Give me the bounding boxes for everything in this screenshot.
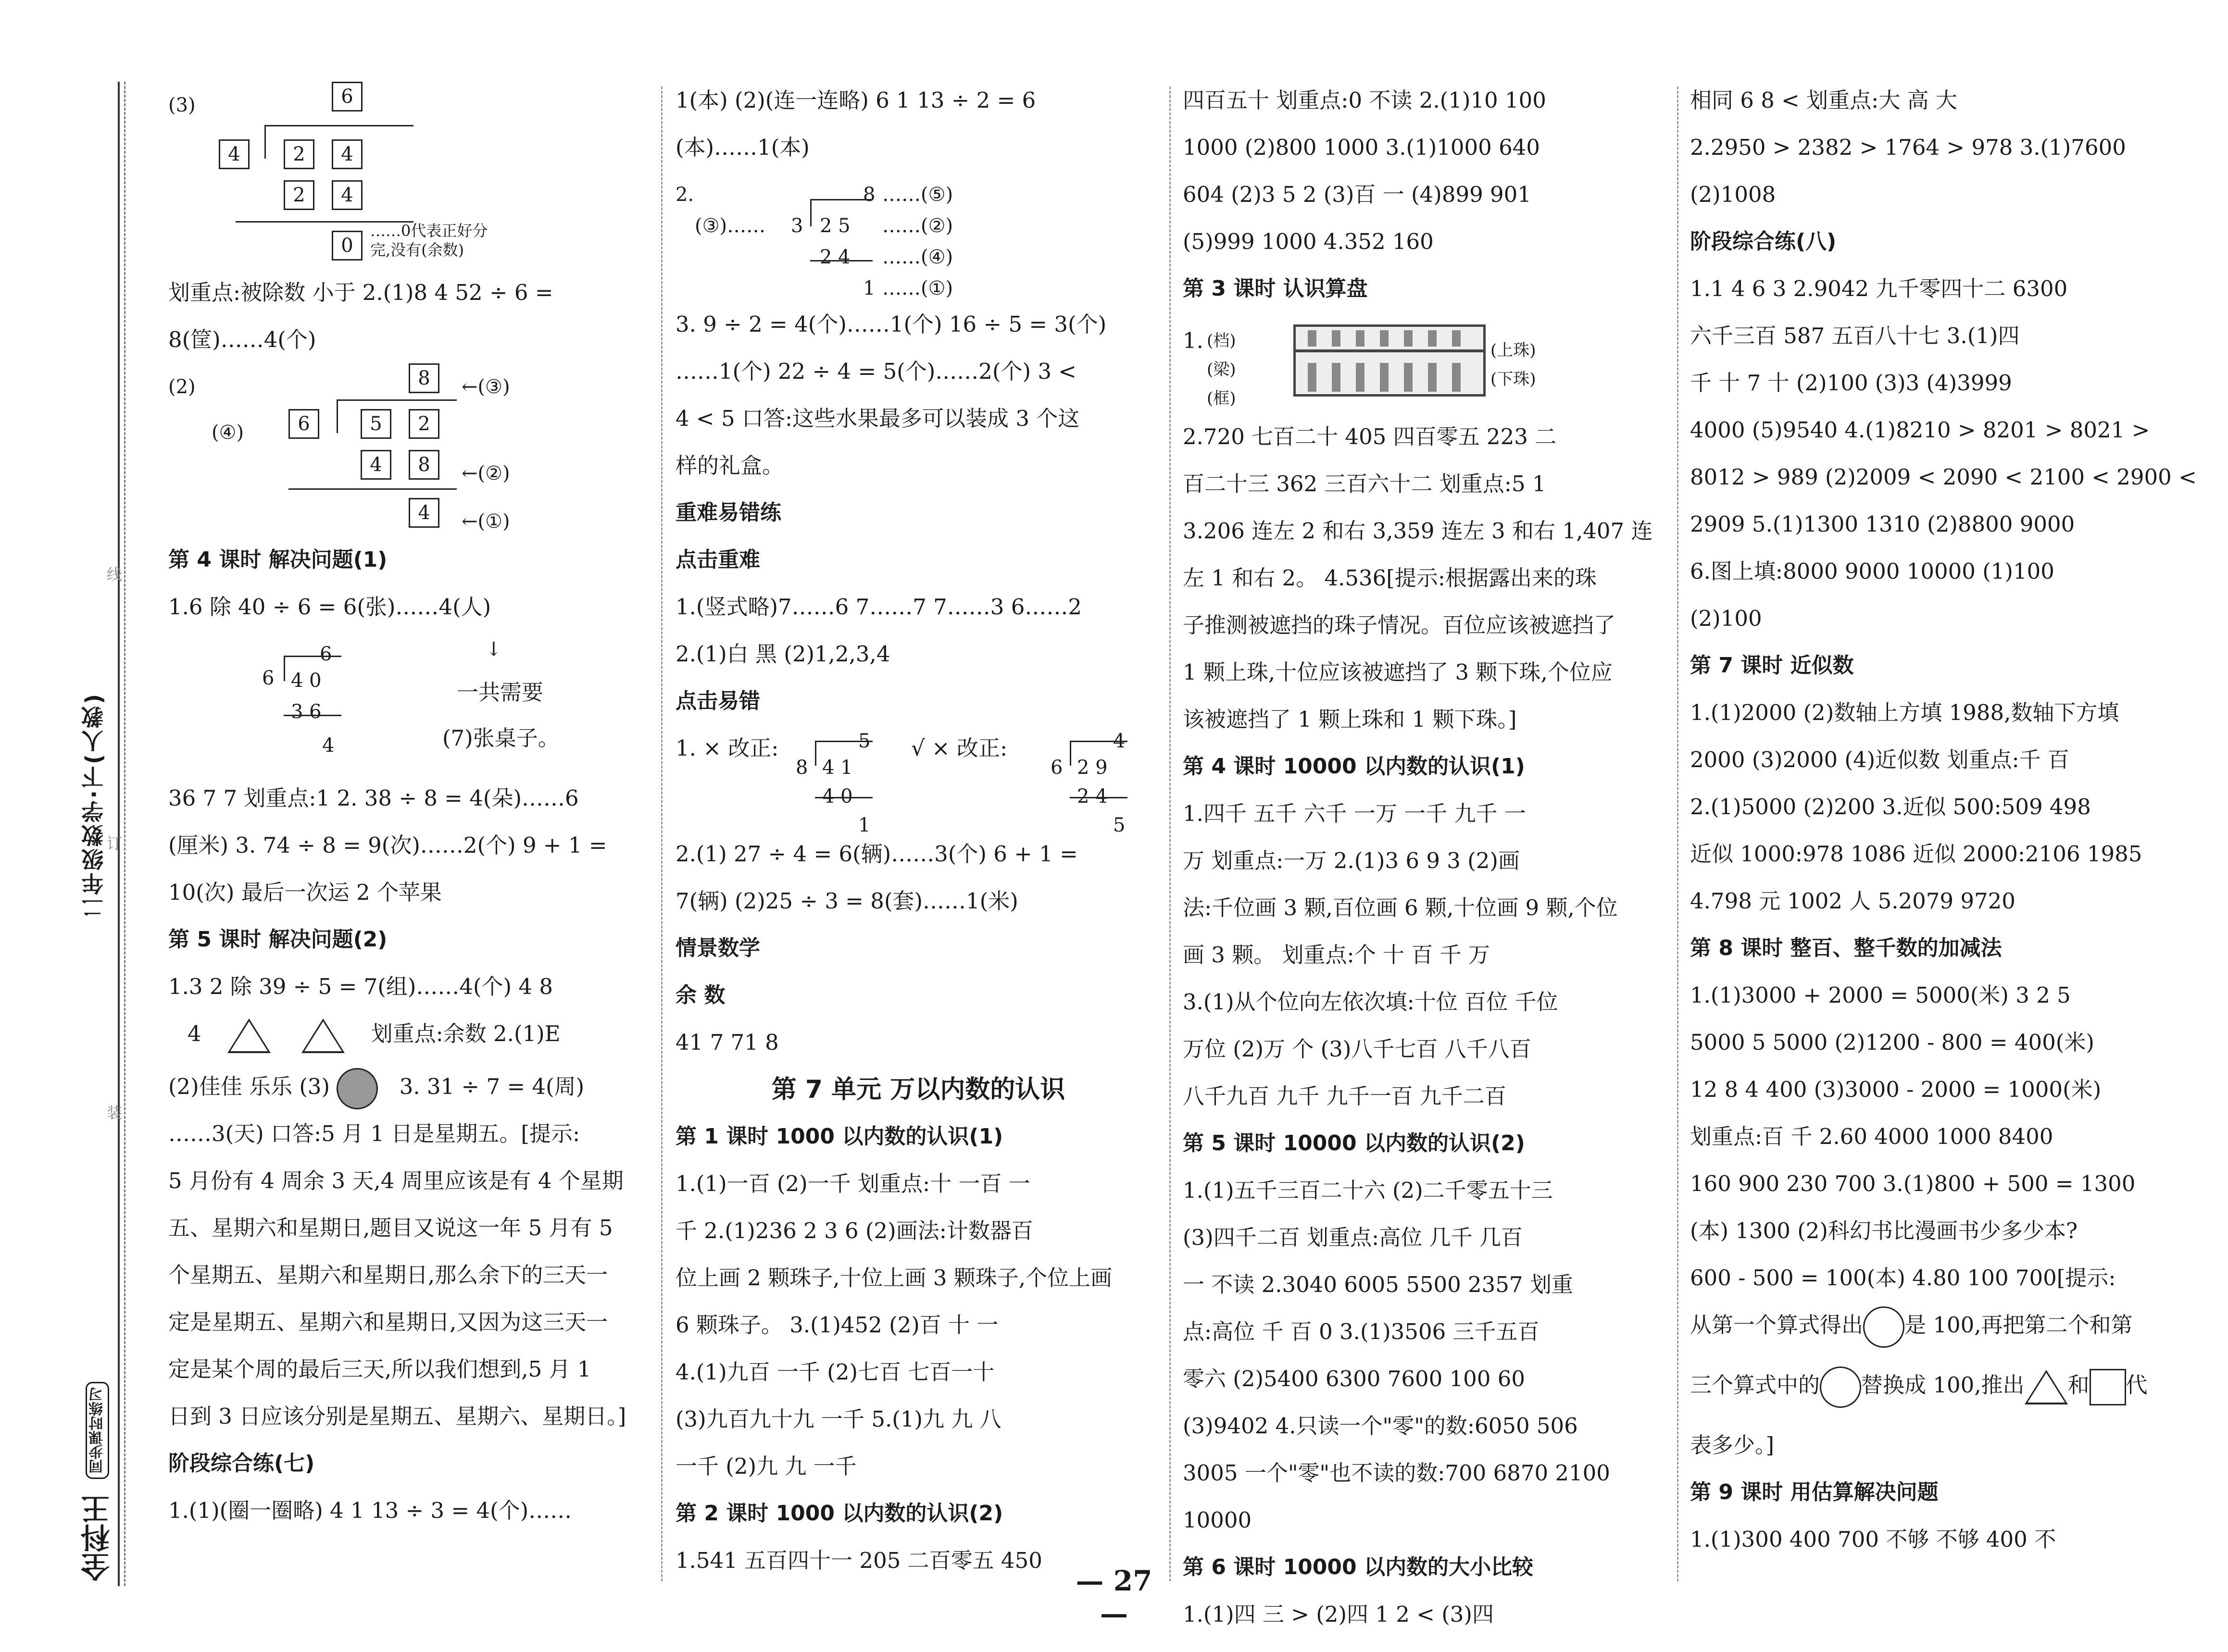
- answer-line: 600 - 500 = 100(本) 4.80 100 700[提示:: [1690, 1265, 2116, 1291]
- brand-logo: [76, 1379, 119, 1581]
- remainder: 1: [858, 814, 871, 836]
- answer-line: 法:千位画 3 颗,百位画 6 颗,十位画 9 颗,个位: [1183, 895, 1618, 920]
- dividend: 2 9: [1077, 757, 1108, 779]
- answer-line: 1 颗上珠,十位应该被遮挡了 3 颗下珠,个位应: [1183, 659, 1613, 685]
- answer-line: 41 7 71 8: [676, 1030, 779, 1055]
- square-icon: [2090, 1369, 2126, 1405]
- lesson-heading: 第 9 课时 用估算解决问题: [1690, 1480, 1939, 1504]
- answer-line: 2000 (3)2000 (4)近似数 划重点:千 百: [1690, 747, 2069, 772]
- answer-line: 定是星期五、星期六和星期日,又因为这三天一: [168, 1309, 608, 1335]
- down-arrow-icon: ↓: [486, 638, 502, 660]
- answer-line: 万位 (2)万 个 (3)八千七百 八千八百: [1183, 1036, 1531, 1062]
- section-heading: 点击重难: [676, 547, 760, 572]
- quotient: 8: [863, 184, 876, 206]
- lesson-heading: 第 2 课时 1000 以内数的认识(2): [676, 1501, 1003, 1526]
- answer-line: 2909 5.(1)1300 1310 (2)8800 9000: [1690, 511, 2075, 537]
- text: 划重点:余数 2.(1)E: [371, 1021, 561, 1046]
- section-heading: 余 数: [676, 983, 726, 1007]
- circle-icon: [1863, 1306, 1904, 1348]
- dividend: 4 0: [291, 670, 322, 692]
- answer-line: ……3(天) 口答:5 月 1 日是星期五。[提示:: [168, 1121, 580, 1146]
- text: 从第一个算式得出: [1690, 1312, 1864, 1338]
- lesson-heading: 第 4 课时 解决问题(1): [168, 547, 388, 572]
- answer-line: (2)1008: [1690, 182, 1776, 207]
- margin-dashed-line: [124, 82, 125, 1586]
- unit-title: 第 7 单元 万以内数的认识: [771, 1075, 1065, 1104]
- abacus-icon: [1293, 324, 1486, 415]
- text: 3. 31 ÷ 7 = 4(周): [399, 1074, 585, 1099]
- answer-line: 3.206 连左 2 和右 3,359 连左 3 和右 1,407 连: [1183, 518, 1653, 544]
- divisor: 8: [796, 757, 808, 779]
- answer-line: 2.(1) 27 ÷ 4 = 6(辆)……3(个) 6 + 1 =: [676, 841, 1078, 867]
- answer-line: 1.(1)2000 (2)数轴上方填 1988,数轴下方填: [1690, 700, 2119, 725]
- answer-line: 划重点:被除数 小于 2.(1)8 4 52 ÷ 6 =: [168, 280, 553, 305]
- lesson-heading: 第 3 课时 认识算盘: [1183, 276, 1368, 301]
- answer-line: 划重点:百 千 2.60 4000 1000 8400: [1690, 1124, 2053, 1149]
- long-division-3: [168, 631, 654, 775]
- answer-line: 个星期五、星期六和星期日,那么余下的三天一: [168, 1262, 608, 1288]
- section-heading: 阶段综合练(七): [168, 1451, 315, 1476]
- answer-line: 样的礼盒。: [676, 453, 784, 478]
- answer-line: 该被遮挡了 1 颗上珠和 1 颗下珠。]: [1183, 707, 1517, 732]
- answer-line: (厘米) 3. 74 ÷ 8 = 9(次)……2(个) 9 + 1 =: [168, 832, 607, 858]
- quotient-box: 8: [409, 363, 439, 393]
- long-division-4: [676, 171, 1161, 301]
- answer-line: (5)999 1000 4.352 160: [1183, 229, 1434, 254]
- item-label: (2): [168, 376, 196, 398]
- answer-line: 一 不读 2.3040 6005 5500 2357 划重: [1183, 1272, 1573, 1297]
- answer-line: 千 十 7 十 (2)100 (3)3 (4)3999: [1690, 370, 2012, 396]
- remainder: 4: [322, 734, 335, 757]
- lesson-heading: 第 6 课时 10000 以内数的大小比较: [1183, 1555, 1533, 1579]
- answer-line: 2.2950 > 2382 > 1764 > 978 3.(1)7600: [1690, 135, 2126, 160]
- text: 4: [188, 1021, 201, 1046]
- subtrahend: 4 0: [822, 785, 853, 807]
- answer-line: 左 1 和右 2。 4.536[提示:根据露出来的珠: [1183, 565, 1597, 591]
- item-label: (3): [168, 94, 196, 116]
- answer-line: 1000 (2)800 1000 3.(1)1000 640: [1183, 135, 1540, 160]
- answer-line: 3.(1)从个位向左依次填:十位 百位 千位: [1183, 989, 1558, 1015]
- answer-line: 10000: [1183, 1507, 1252, 1533]
- answer-line: 2.720 七百二十 405 四百零五 223 二: [1183, 424, 1557, 449]
- answer-column-4: [1690, 77, 2197, 1581]
- triangle-icon: [2025, 1370, 2068, 1404]
- answer-line: 160 900 230 700 3.(1)800 + 500 = 1300: [1690, 1171, 2136, 1196]
- answer-line: (3)9402 4.只读一个"零"的数:6050 506: [1183, 1413, 1578, 1439]
- annotation: (7)张桌子。: [442, 725, 560, 751]
- circle-icon: [1820, 1366, 1861, 1408]
- answer-line: 1.(1)3000 + 2000 = 5000(米) 3 2 5: [1690, 982, 2071, 1008]
- answer-line: 8012 > 989 (2)2009 < 2090 < 2100 < 2900 <: [1690, 464, 2197, 490]
- answer-line: 1.6 除 40 ÷ 6 = 6(张)……4(人): [168, 594, 491, 620]
- quotient: 6: [320, 643, 332, 665]
- remainder-box: 4: [409, 498, 439, 528]
- answer-line: [1690, 1362, 2171, 1422]
- column-separator: [661, 87, 663, 1581]
- section-heading: 阶段综合练(八): [1690, 229, 1837, 254]
- divisor: 3: [791, 215, 803, 237]
- answer-column-3: [1183, 77, 1664, 1627]
- section-heading: 重难易错练: [676, 500, 781, 525]
- long-division-2: (2) 8 ←(③) (④) 6 5 2 4 8 ←(②) 4 ←(①): [168, 363, 654, 536]
- annotation: ……(④): [882, 246, 953, 268]
- answer-line: (3)九百九十九 一千 5.(1)九 九 八: [676, 1406, 1001, 1432]
- subtrahend: 3 6: [291, 701, 322, 723]
- triangle-icon: [227, 1019, 271, 1053]
- remainder: 1: [863, 277, 876, 299]
- answer-line: 1.541 五百四十一 205 二百零五 450: [676, 1548, 1042, 1573]
- remainder-box: 0: [332, 231, 363, 261]
- answer-line: 画 3 颗。 划重点:个 十 百 千 万: [1183, 942, 1490, 968]
- annotation: ←(②): [462, 462, 510, 484]
- quotient: 5: [858, 730, 871, 752]
- answer-line: 1.3 2 除 39 ÷ 5 = 7(组)……4(个) 4 8: [168, 974, 553, 999]
- lesson-heading: 第 4 课时 10000 以内数的认识(1): [1183, 754, 1525, 779]
- answer-line: 万 划重点:一万 2.(1)3 6 9 3 (2)画: [1183, 848, 1520, 873]
- subject-label: 二年级数学·下(人教): [81, 692, 107, 919]
- label-frame: (框): [1207, 389, 1236, 408]
- text: 和: [2067, 1372, 2090, 1398]
- label-beam: (梁): [1207, 360, 1236, 379]
- divisor: 6: [1051, 757, 1063, 779]
- answer-line: (2)100: [1690, 606, 1762, 631]
- remainder: 5: [1113, 814, 1126, 836]
- answer-line: 近似 1000:978 1086 近似 2000:2106 1985: [1690, 841, 2142, 867]
- answer-line: [1690, 1302, 2171, 1362]
- cut-mark-bind: 装: [107, 1104, 123, 1122]
- divisor: 6: [262, 667, 275, 689]
- annotation: ……(②): [882, 215, 953, 237]
- answer-line: 36 7 7 划重点:1 2. 38 ÷ 8 = 4(朵)……6: [168, 785, 579, 811]
- remainder-note: ……0代表正好分完,没有(余数): [370, 222, 488, 259]
- page-number: — 27 —: [1076, 1565, 1152, 1630]
- filled-circle-icon: [337, 1068, 378, 1109]
- answer-line: 四百五十 划重点:0 不读 2.(1)10 100: [1183, 87, 1546, 113]
- annotation: ……(⑤): [882, 184, 953, 206]
- label-lower-bead: (下珠): [1490, 370, 1536, 389]
- answer-line: (3)四千二百 划重点:高位 几千 几百: [1183, 1225, 1523, 1250]
- annotation: 一共需要: [457, 680, 544, 705]
- answer-line: 日到 3 日应该分别是星期五、星期六、星期日。]: [168, 1404, 626, 1429]
- annotation: (③)……: [695, 215, 766, 237]
- answer-line: 4.798 元 1002 人 5.2079 9720: [1690, 888, 2015, 914]
- answer-line: 604 (2)3 5 2 (3)百 一 (4)899 901: [1183, 182, 1531, 207]
- item-label: 1.: [1183, 328, 1203, 353]
- brand-subtitle: 同步课时练习: [86, 1382, 109, 1479]
- answer-line: 千 2.(1)236 2 3 6 (2)画法:计数器百: [676, 1218, 1033, 1243]
- triangle-icon: [301, 1019, 345, 1053]
- answer-line: 子推测被遮挡的珠子情况。百位应该被遮挡了: [1183, 612, 1616, 638]
- answer-line: 2.(1)白 黑 (2)1,2,3,4: [676, 641, 890, 667]
- answer-line: 4.(1)九百 一千 (2)七百 七百一十: [676, 1359, 995, 1385]
- answer-line: 5 月份有 4 周余 3 天,4 周里应该是有 4 个星期: [168, 1168, 624, 1193]
- answer-column-2: [676, 77, 1161, 1581]
- answer-line: 八千九百 九千 九千一百 九千二百: [1183, 1083, 1506, 1109]
- section-heading: 点击易错: [676, 689, 760, 713]
- answer-line: 1.(1)四 三 > (2)四 1 2 < (3)四: [1183, 1602, 1494, 1627]
- text: 1. × 改正:: [676, 735, 779, 761]
- answer-line: 一千 (2)九 九 一千: [676, 1453, 857, 1479]
- label-upper-bead: (上珠): [1490, 341, 1536, 360]
- answer-line: 百二十三 362 三百六十二 划重点:5 1: [1183, 471, 1546, 497]
- text: 是 100,再把第二个和第: [1904, 1312, 2133, 1338]
- label-rod: (档): [1207, 331, 1236, 350]
- answer-line: 10(次) 最后一次运 2 个苹果: [168, 880, 442, 905]
- text: 代: [2126, 1372, 2148, 1398]
- lesson-heading: 第 7 课时 近似数: [1690, 653, 1854, 678]
- quotient: 4: [1113, 730, 1126, 752]
- answer-line: 1.(1)(圈一圈略) 4 1 13 ÷ 3 = 4(个)……: [168, 1498, 572, 1523]
- answer-line: 5000 5 5000 (2)1200 - 800 = 400(米): [1690, 1030, 2094, 1055]
- cut-mark-staple: 订: [107, 834, 123, 853]
- answer-line: 7(辆) (2)25 ÷ 3 = 8(套)……1(米): [676, 888, 1018, 914]
- cut-mark-line: 线: [107, 565, 123, 584]
- annotation: ←(③): [462, 376, 510, 398]
- answer-line: 8(筐)……4(个): [168, 327, 316, 352]
- column-separator: [1677, 87, 1678, 1581]
- answer-line: 位上画 2 颗珠子,十位上画 3 颗珠子,个位上画: [676, 1265, 1113, 1291]
- long-division-1: (3) 6 4 2 4 2 4 0 ……0代表正好分完,没有(余数): [168, 77, 654, 240]
- annotation: ……(①): [882, 277, 953, 299]
- dividend: 4 1: [822, 757, 853, 779]
- answer-line: (本)……1(本): [676, 135, 810, 160]
- answer-line: 3005 一个"零"也不读的数:700 6870 2100: [1183, 1460, 1610, 1486]
- answer-line: 3. 9 ÷ 2 = 4(个)……1(个) 16 ÷ 5 = 3(个): [676, 311, 1107, 337]
- answer-line: (本) 1300 (2)科幻书比漫画书少多少本?: [1690, 1218, 2078, 1243]
- divisor-box: 4: [219, 139, 250, 169]
- text: (2)佳佳 乐乐 (3): [168, 1074, 330, 1099]
- quotient-box: 6: [332, 82, 363, 112]
- abacus-diagram: [1183, 312, 1664, 413]
- item-label: 2.: [676, 184, 694, 206]
- text: √ × 改正:: [911, 735, 1008, 761]
- answer-line: [168, 1063, 654, 1110]
- subtrahend: 2 4: [820, 246, 851, 268]
- answer-line: 2.(1)5000 (2)200 3.近似 500:509 498: [1690, 794, 2091, 820]
- lesson-heading: 第 1 课时 1000 以内数的认识(1): [676, 1124, 1003, 1149]
- answer-line: 定是某个周的最后三天,所以我们想到,5 月 1: [168, 1356, 591, 1382]
- answer-line: 1.1 4 6 3 2.9042 九千零四十二 6300: [1690, 276, 2068, 301]
- annotation: ←(①): [462, 510, 510, 533]
- divisor-box: 6: [288, 409, 319, 439]
- answer-line: 4000 (5)9540 4.(1)8210 > 8201 > 8021 >: [1690, 417, 2150, 443]
- answer-line: 五、星期六和星期日,题目又说这一年 5 月有 5: [168, 1215, 613, 1241]
- answer-line: 1.(1)300 400 700 不够 不够 400 不: [1690, 1527, 2056, 1552]
- answer-line: 相同 6 8 < 划重点:大 高 大: [1690, 87, 1957, 113]
- answer-line: 零六 (2)5400 6300 7600 100 60: [1183, 1366, 1525, 1391]
- answer-line: 表多少。]: [1690, 1432, 1775, 1458]
- answer-line: ……1(个) 22 ÷ 4 = 5(个)……2(个) 3 <: [676, 359, 1076, 384]
- answer-line: 点:高位 千 百 0 3.(1)3506 三千五百: [1183, 1319, 1540, 1344]
- answer-line: 6 颗珠子。 3.(1)452 (2)百 十 一: [676, 1312, 999, 1338]
- subtrahend: 2 4: [1077, 785, 1108, 807]
- answer-line: 六千三百 587 五百八十七 3.(1)四: [1690, 323, 2020, 348]
- section-heading: 情景数学: [676, 936, 760, 960]
- answer-line: 6.图上填:8000 9000 10000 (1)100: [1690, 559, 2054, 584]
- annotation: (④): [212, 422, 244, 444]
- lesson-heading: 第 5 课时 10000 以内数的认识(2): [1183, 1131, 1525, 1155]
- answer-column-1: [168, 77, 654, 1581]
- answer-line: 4 < 5 口答:这些水果最多可以装成 3 个这: [676, 406, 1080, 431]
- answer-line: 1.(1)一百 (2)一千 划重点:十 一百 一: [676, 1171, 1030, 1196]
- brand-name: 全科王: [81, 1495, 114, 1581]
- dividend: 2 5: [820, 215, 851, 237]
- answer-line: 1.(1)五千三百二十六 (2)二千零五十三: [1183, 1178, 1553, 1203]
- lesson-heading: 第 8 课时 整百、整千数的加减法: [1690, 936, 2002, 960]
- text: 三个算式中的: [1690, 1372, 1820, 1398]
- answer-line: 1.四千 五千 六千 一万 一千 九千 一: [1183, 801, 1526, 826]
- answer-line: 12 8 4 400 (3)3000 - 2000 = 1000(米): [1690, 1077, 2102, 1102]
- answer-line: 1.(竖式略)7……6 7……7 7……3 6……2: [676, 594, 1082, 620]
- binding-margin: [72, 82, 125, 1586]
- column-separator: [1169, 87, 1171, 1581]
- answer-line: 1(本) (2)(连一连略) 6 1 13 ÷ 2 = 6: [676, 87, 1036, 113]
- answer-line: [168, 1010, 654, 1063]
- correction-divisions: [676, 725, 1161, 836]
- text: 替换成 100,推出: [1861, 1372, 2025, 1398]
- lesson-heading: 第 5 课时 解决问题(2): [168, 927, 388, 952]
